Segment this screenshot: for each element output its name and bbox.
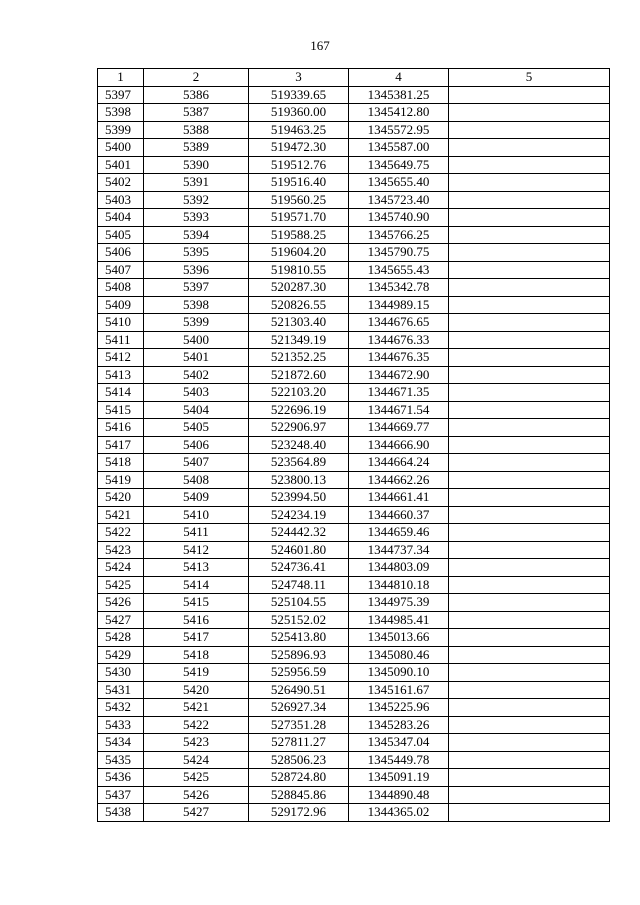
cell-note xyxy=(449,576,610,594)
table-row xyxy=(98,471,610,489)
cell-note xyxy=(449,541,610,559)
cell-y-coordinate: 1344661.41 xyxy=(349,489,449,507)
cell-point-number: 5400 xyxy=(98,139,144,157)
cell-y-coordinate: 1345655.40 xyxy=(349,174,449,192)
table-row xyxy=(98,121,610,139)
cell-x-coordinate: 528845.86 xyxy=(249,786,349,804)
cell-point-number: 5427 xyxy=(98,611,144,629)
cell-point-number: 5409 xyxy=(98,296,144,314)
cell-x-coordinate: 525152.02 xyxy=(249,611,349,629)
cell-y-coordinate: 1344975.39 xyxy=(349,594,449,612)
cell-note xyxy=(449,524,610,542)
cell-note xyxy=(449,191,610,209)
cell-x-coordinate: 525413.80 xyxy=(249,629,349,647)
cell-previous-number: 5404 xyxy=(144,401,249,419)
cell-y-coordinate: 1345655.43 xyxy=(349,261,449,279)
cell-previous-number: 5388 xyxy=(144,121,249,139)
cell-point-number: 5411 xyxy=(98,331,144,349)
cell-point-number: 5435 xyxy=(98,751,144,769)
cell-x-coordinate: 525104.55 xyxy=(249,594,349,612)
cell-point-number: 5418 xyxy=(98,454,144,472)
cell-previous-number: 5387 xyxy=(144,104,249,122)
cell-previous-number: 5416 xyxy=(144,611,249,629)
cell-point-number: 5437 xyxy=(98,786,144,804)
cell-note xyxy=(449,506,610,524)
cell-note xyxy=(449,86,610,104)
cell-y-coordinate: 1345342.78 xyxy=(349,279,449,297)
table-row xyxy=(98,559,610,577)
cell-note xyxy=(449,699,610,717)
cell-previous-number: 5415 xyxy=(144,594,249,612)
cell-x-coordinate: 529172.96 xyxy=(249,804,349,822)
cell-point-number: 5403 xyxy=(98,191,144,209)
cell-x-coordinate: 520287.30 xyxy=(249,279,349,297)
cell-previous-number: 5422 xyxy=(144,716,249,734)
cell-note xyxy=(449,611,610,629)
table-row xyxy=(98,751,610,769)
cell-x-coordinate: 521303.40 xyxy=(249,314,349,332)
cell-y-coordinate: 1344737.34 xyxy=(349,541,449,559)
cell-previous-number: 5420 xyxy=(144,681,249,699)
cell-note xyxy=(449,716,610,734)
cell-point-number: 5398 xyxy=(98,104,144,122)
cell-x-coordinate: 523248.40 xyxy=(249,436,349,454)
cell-x-coordinate: 522906.97 xyxy=(249,419,349,437)
cell-previous-number: 5419 xyxy=(144,664,249,682)
cell-point-number: 5434 xyxy=(98,734,144,752)
cell-point-number: 5419 xyxy=(98,471,144,489)
cell-previous-number: 5396 xyxy=(144,261,249,279)
cell-point-number: 5406 xyxy=(98,244,144,262)
cell-x-coordinate: 524736.41 xyxy=(249,559,349,577)
cell-previous-number: 5425 xyxy=(144,769,249,787)
cell-note xyxy=(449,139,610,157)
cell-point-number: 5397 xyxy=(98,86,144,104)
table-row xyxy=(98,576,610,594)
table-row xyxy=(98,716,610,734)
cell-previous-number: 5405 xyxy=(144,419,249,437)
table-row xyxy=(98,104,610,122)
table-row xyxy=(98,786,610,804)
cell-x-coordinate: 519472.30 xyxy=(249,139,349,157)
table-row xyxy=(98,524,610,542)
cell-point-number: 5401 xyxy=(98,156,144,174)
cell-x-coordinate: 527351.28 xyxy=(249,716,349,734)
cell-previous-number: 5392 xyxy=(144,191,249,209)
cell-note xyxy=(449,209,610,227)
table-row xyxy=(98,769,610,787)
cell-point-number: 5429 xyxy=(98,646,144,664)
cell-note xyxy=(449,384,610,402)
cell-y-coordinate: 1344669.77 xyxy=(349,419,449,437)
table-row xyxy=(98,664,610,682)
cell-x-coordinate: 526927.34 xyxy=(249,699,349,717)
column-header-3: 3 xyxy=(249,69,349,87)
cell-x-coordinate: 524234.19 xyxy=(249,506,349,524)
cell-y-coordinate: 1345412.80 xyxy=(349,104,449,122)
cell-y-coordinate: 1345161.67 xyxy=(349,681,449,699)
cell-x-coordinate: 521352.25 xyxy=(249,349,349,367)
table-row xyxy=(98,506,610,524)
cell-x-coordinate: 519339.65 xyxy=(249,86,349,104)
table-row xyxy=(98,244,610,262)
cell-previous-number: 5402 xyxy=(144,366,249,384)
cell-x-coordinate: 524601.80 xyxy=(249,541,349,559)
cell-point-number: 5410 xyxy=(98,314,144,332)
table-row xyxy=(98,541,610,559)
cell-previous-number: 5423 xyxy=(144,734,249,752)
cell-y-coordinate: 1345381.25 xyxy=(349,86,449,104)
cell-point-number: 5416 xyxy=(98,419,144,437)
cell-previous-number: 5400 xyxy=(144,331,249,349)
cell-y-coordinate: 1344810.18 xyxy=(349,576,449,594)
cell-y-coordinate: 1345790.75 xyxy=(349,244,449,262)
cell-note xyxy=(449,261,610,279)
cell-previous-number: 5390 xyxy=(144,156,249,174)
cell-note xyxy=(449,419,610,437)
cell-note xyxy=(449,646,610,664)
cell-y-coordinate: 1344676.35 xyxy=(349,349,449,367)
cell-y-coordinate: 1344803.09 xyxy=(349,559,449,577)
cell-point-number: 5433 xyxy=(98,716,144,734)
cell-x-coordinate: 520826.55 xyxy=(249,296,349,314)
cell-note xyxy=(449,349,610,367)
table-row xyxy=(98,401,610,419)
cell-note xyxy=(449,454,610,472)
cell-point-number: 5399 xyxy=(98,121,144,139)
cell-previous-number: 5426 xyxy=(144,786,249,804)
cell-point-number: 5415 xyxy=(98,401,144,419)
cell-previous-number: 5393 xyxy=(144,209,249,227)
cell-previous-number: 5412 xyxy=(144,541,249,559)
table-row xyxy=(98,699,610,717)
cell-x-coordinate: 528724.80 xyxy=(249,769,349,787)
cell-point-number: 5412 xyxy=(98,349,144,367)
cell-note xyxy=(449,751,610,769)
column-header-4: 4 xyxy=(349,69,449,87)
cell-x-coordinate: 524748.11 xyxy=(249,576,349,594)
cell-y-coordinate: 1344985.41 xyxy=(349,611,449,629)
cell-previous-number: 5409 xyxy=(144,489,249,507)
cell-note xyxy=(449,174,610,192)
cell-previous-number: 5389 xyxy=(144,139,249,157)
cell-y-coordinate: 1345587.00 xyxy=(349,139,449,157)
table-row xyxy=(98,629,610,647)
cell-y-coordinate: 1344671.35 xyxy=(349,384,449,402)
cell-y-coordinate: 1345449.78 xyxy=(349,751,449,769)
cell-point-number: 5426 xyxy=(98,594,144,612)
cell-note xyxy=(449,156,610,174)
cell-previous-number: 5399 xyxy=(144,314,249,332)
table-row xyxy=(98,86,610,104)
cell-x-coordinate: 519516.40 xyxy=(249,174,349,192)
column-header-1: 1 xyxy=(98,69,144,87)
cell-point-number: 5436 xyxy=(98,769,144,787)
cell-y-coordinate: 1345347.04 xyxy=(349,734,449,752)
cell-previous-number: 5408 xyxy=(144,471,249,489)
cell-note xyxy=(449,331,610,349)
cell-y-coordinate: 1344365.02 xyxy=(349,804,449,822)
cell-point-number: 5425 xyxy=(98,576,144,594)
cell-y-coordinate: 1345766.25 xyxy=(349,226,449,244)
cell-previous-number: 5398 xyxy=(144,296,249,314)
table-row xyxy=(98,436,610,454)
table-row xyxy=(98,366,610,384)
cell-previous-number: 5395 xyxy=(144,244,249,262)
cell-x-coordinate: 519360.00 xyxy=(249,104,349,122)
cell-note xyxy=(449,436,610,454)
table-row xyxy=(98,734,610,752)
cell-y-coordinate: 1344660.37 xyxy=(349,506,449,524)
cell-previous-number: 5427 xyxy=(144,804,249,822)
cell-x-coordinate: 525896.93 xyxy=(249,646,349,664)
cell-y-coordinate: 1344672.90 xyxy=(349,366,449,384)
column-header-5: 5 xyxy=(449,69,610,87)
table-row xyxy=(98,191,610,209)
cell-y-coordinate: 1345740.90 xyxy=(349,209,449,227)
cell-point-number: 5413 xyxy=(98,366,144,384)
cell-x-coordinate: 527811.27 xyxy=(249,734,349,752)
cell-note xyxy=(449,664,610,682)
cell-previous-number: 5401 xyxy=(144,349,249,367)
table-row xyxy=(98,296,610,314)
cell-y-coordinate: 1345723.40 xyxy=(349,191,449,209)
cell-point-number: 5428 xyxy=(98,629,144,647)
cell-note xyxy=(449,244,610,262)
cell-previous-number: 5397 xyxy=(144,279,249,297)
cell-x-coordinate: 519463.25 xyxy=(249,121,349,139)
cell-point-number: 5432 xyxy=(98,699,144,717)
table-row xyxy=(98,611,610,629)
cell-y-coordinate: 1344989.15 xyxy=(349,296,449,314)
cell-note xyxy=(449,226,610,244)
table-row xyxy=(98,209,610,227)
table-row xyxy=(98,349,610,367)
cell-x-coordinate: 519571.70 xyxy=(249,209,349,227)
cell-note xyxy=(449,279,610,297)
cell-y-coordinate: 1344662.26 xyxy=(349,471,449,489)
table-row xyxy=(98,261,610,279)
cell-x-coordinate: 519512.76 xyxy=(249,156,349,174)
cell-previous-number: 5414 xyxy=(144,576,249,594)
cell-x-coordinate: 523564.89 xyxy=(249,454,349,472)
table-row xyxy=(98,646,610,664)
cell-note xyxy=(449,401,610,419)
cell-note xyxy=(449,594,610,612)
cell-y-coordinate: 1345225.96 xyxy=(349,699,449,717)
cell-point-number: 5421 xyxy=(98,506,144,524)
cell-note xyxy=(449,104,610,122)
table-row xyxy=(98,419,610,437)
table-row xyxy=(98,681,610,699)
cell-y-coordinate: 1345013.66 xyxy=(349,629,449,647)
cell-note xyxy=(449,296,610,314)
cell-note xyxy=(449,786,610,804)
cell-note xyxy=(449,769,610,787)
page-number: 167 xyxy=(310,38,330,53)
cell-point-number: 5424 xyxy=(98,559,144,577)
table-row xyxy=(98,314,610,332)
table-row xyxy=(98,174,610,192)
cell-point-number: 5407 xyxy=(98,261,144,279)
table-row xyxy=(98,489,610,507)
cell-y-coordinate: 1345091.19 xyxy=(349,769,449,787)
table-row xyxy=(98,156,610,174)
cell-x-coordinate: 519604.20 xyxy=(249,244,349,262)
table-row xyxy=(98,384,610,402)
cell-x-coordinate: 519560.25 xyxy=(249,191,349,209)
table-row xyxy=(98,594,610,612)
cell-previous-number: 5424 xyxy=(144,751,249,769)
cell-point-number: 5414 xyxy=(98,384,144,402)
cell-point-number: 5430 xyxy=(98,664,144,682)
cell-previous-number: 5407 xyxy=(144,454,249,472)
cell-previous-number: 5417 xyxy=(144,629,249,647)
cell-point-number: 5420 xyxy=(98,489,144,507)
cell-previous-number: 5406 xyxy=(144,436,249,454)
cell-y-coordinate: 1345080.46 xyxy=(349,646,449,664)
cell-note xyxy=(449,471,610,489)
cell-note xyxy=(449,734,610,752)
cell-previous-number: 5403 xyxy=(144,384,249,402)
cell-x-coordinate: 519810.55 xyxy=(249,261,349,279)
table-row xyxy=(98,804,610,822)
table-body xyxy=(98,86,610,821)
cell-previous-number: 5394 xyxy=(144,226,249,244)
cell-y-coordinate: 1344676.65 xyxy=(349,314,449,332)
cell-y-coordinate: 1345283.26 xyxy=(349,716,449,734)
table-header-row xyxy=(98,69,610,87)
cell-point-number: 5405 xyxy=(98,226,144,244)
cell-note xyxy=(449,366,610,384)
table-row xyxy=(98,331,610,349)
table-row xyxy=(98,139,610,157)
cell-y-coordinate: 1344659.46 xyxy=(349,524,449,542)
cell-previous-number: 5413 xyxy=(144,559,249,577)
cell-x-coordinate: 523800.13 xyxy=(249,471,349,489)
cell-previous-number: 5411 xyxy=(144,524,249,542)
cell-note xyxy=(449,804,610,822)
cell-x-coordinate: 522103.20 xyxy=(249,384,349,402)
cell-x-coordinate: 526490.51 xyxy=(249,681,349,699)
cell-note xyxy=(449,559,610,577)
cell-x-coordinate: 521872.60 xyxy=(249,366,349,384)
cell-note xyxy=(449,121,610,139)
cell-point-number: 5404 xyxy=(98,209,144,227)
cell-note xyxy=(449,681,610,699)
cell-x-coordinate: 522696.19 xyxy=(249,401,349,419)
cell-point-number: 5408 xyxy=(98,279,144,297)
cell-y-coordinate: 1345090.10 xyxy=(349,664,449,682)
cell-point-number: 5402 xyxy=(98,174,144,192)
cell-x-coordinate: 519588.25 xyxy=(249,226,349,244)
cell-y-coordinate: 1345572.95 xyxy=(349,121,449,139)
cell-previous-number: 5391 xyxy=(144,174,249,192)
cell-x-coordinate: 525956.59 xyxy=(249,664,349,682)
cell-point-number: 5422 xyxy=(98,524,144,542)
column-header-2: 2 xyxy=(144,69,249,87)
cell-point-number: 5423 xyxy=(98,541,144,559)
cell-x-coordinate: 521349.19 xyxy=(249,331,349,349)
cell-previous-number: 5418 xyxy=(144,646,249,664)
table-row xyxy=(98,226,610,244)
table-row xyxy=(98,454,610,472)
cell-point-number: 5417 xyxy=(98,436,144,454)
cell-x-coordinate: 528506.23 xyxy=(249,751,349,769)
cell-y-coordinate: 1345649.75 xyxy=(349,156,449,174)
cell-y-coordinate: 1344676.33 xyxy=(349,331,449,349)
cell-previous-number: 5386 xyxy=(144,86,249,104)
cell-x-coordinate: 524442.32 xyxy=(249,524,349,542)
cell-y-coordinate: 1344666.90 xyxy=(349,436,449,454)
cell-y-coordinate: 1344890.48 xyxy=(349,786,449,804)
cell-note xyxy=(449,629,610,647)
coordinates-table xyxy=(97,68,610,822)
cell-x-coordinate: 523994.50 xyxy=(249,489,349,507)
cell-note xyxy=(449,314,610,332)
cell-note xyxy=(449,489,610,507)
cell-previous-number: 5421 xyxy=(144,699,249,717)
cell-y-coordinate: 1344671.54 xyxy=(349,401,449,419)
cell-previous-number: 5410 xyxy=(144,506,249,524)
cell-point-number: 5431 xyxy=(98,681,144,699)
cell-point-number: 5438 xyxy=(98,804,144,822)
cell-y-coordinate: 1344664.24 xyxy=(349,454,449,472)
table-row xyxy=(98,279,610,297)
